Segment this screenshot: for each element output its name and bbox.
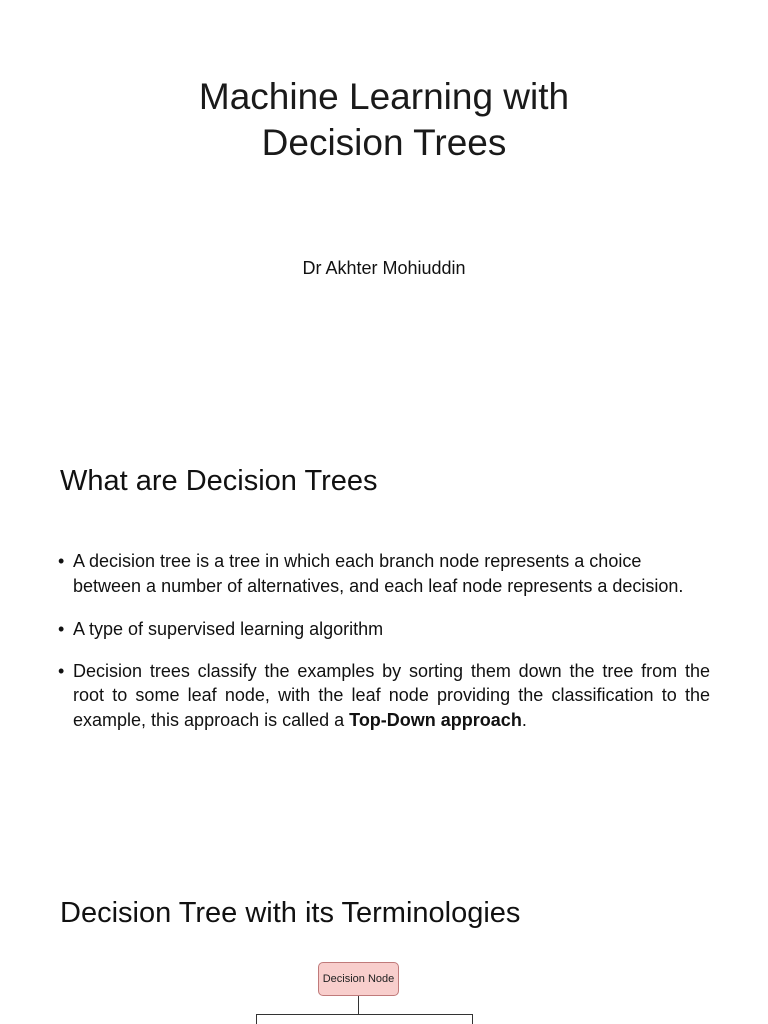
- bullet-item: [58, 549, 710, 598]
- bullet-text-end: .: [521, 709, 527, 730]
- decision-node: Decision Node: [318, 962, 399, 996]
- tree-diagram: [0, 955, 768, 1024]
- bullet-list: [58, 549, 710, 732]
- slide-title: [0, 74, 768, 166]
- bullet-dot: •: [58, 619, 65, 639]
- bullet-dot: •: [58, 660, 65, 681]
- title-line-1: Machine Learning with: [198, 76, 570, 117]
- bullet-bold-term: Top-Down approach: [349, 709, 522, 730]
- bullet-item: [58, 617, 710, 642]
- bullet-text: A decision tree is a tree in which each branch node represents a choice between a number of alternatives, and each leaf node represents a decision.: [73, 551, 684, 596]
- author-name: Dr Akhter Mohiuddin: [302, 258, 466, 278]
- section-heading: Decision Tree with its Terminologies: [60, 897, 521, 929]
- bullet-dot: •: [58, 551, 65, 571]
- bullet-text: Decision trees classify the examples by sorting them down the tree from the root to some leaf node, with the leaf node providing the classification to the example, this approach is called a: [73, 660, 710, 730]
- edge-right-child: [472, 1014, 473, 1024]
- section-heading: What are Decision Trees: [60, 465, 378, 497]
- edge-branch-horizontal: [256, 1014, 473, 1015]
- title-line-2: Decision Trees: [261, 122, 507, 163]
- bullet-text: A type of supervised learning algorithm: [73, 619, 384, 639]
- edge-left-child: [256, 1014, 257, 1024]
- edge-root-down: [358, 996, 359, 1014]
- bullet-item: [58, 659, 710, 733]
